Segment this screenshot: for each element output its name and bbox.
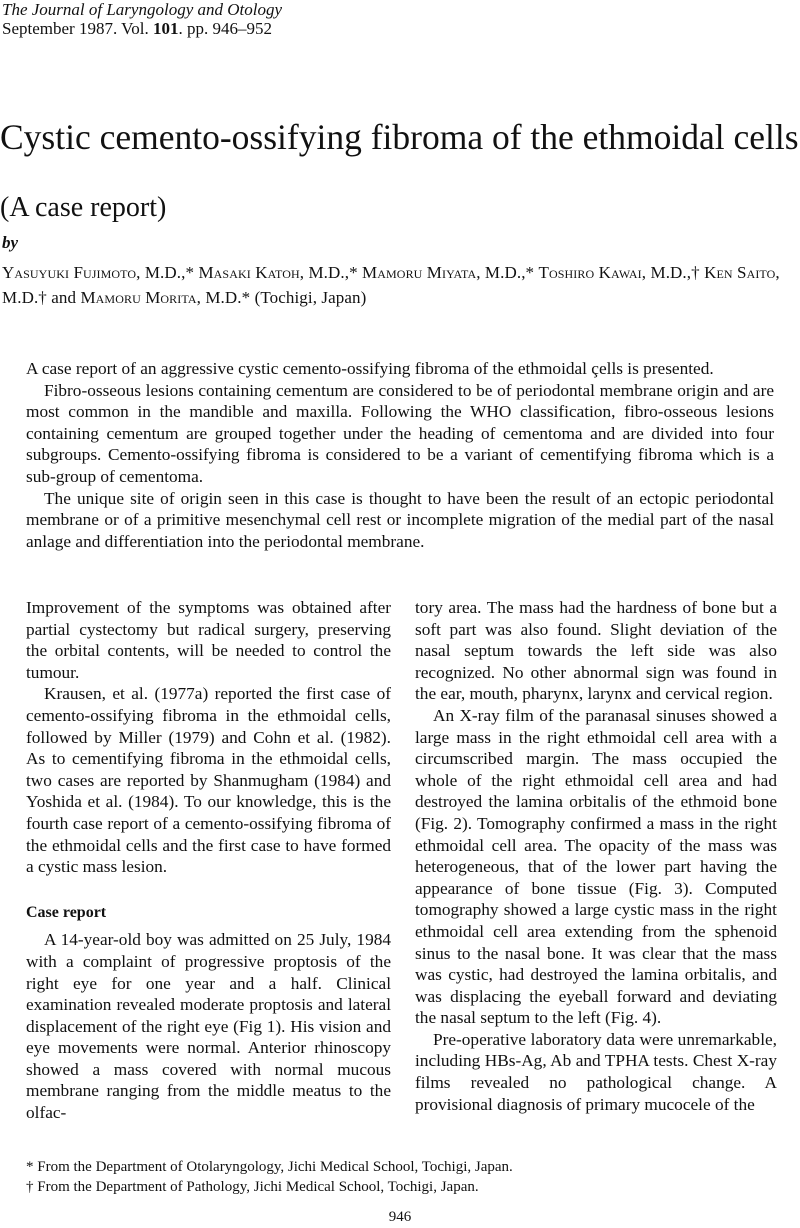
author-credentials: , M.D.,†: [641, 263, 705, 282]
page-number: 946: [388, 1209, 412, 1225]
footnote: † From the Department of Pathology, Jichi Medical School, Tochigi, Japan.: [26, 1179, 479, 1195]
author-first-name: Yasuyuki: [2, 263, 70, 282]
body-paragraph: Krausen, et al. (1977a) reported the first case of cemento-ossifying fibroma in the ethmoidal cells, followed by Miller (1979) and Cohn et al. (1982). As to cementifying fibroma in the ethmoidal cells, two cases are reported by Shanmugham (1984) and Yoshida et al. (1984). To our knowledge, this is the fourth case report of a cemento-ossifying fibroma of the ethmoidal cells and the first case to have formed a cystic mass lesion.: [26, 684, 391, 877]
author-first-name: Masaki: [198, 263, 251, 282]
body-paragraph: An X-ray film of the paranasal sinuses showed a large mass in the right ethmoidal cell area with a circumscribed margin. The mass occupied the whole of the right ethmoidal cell area and had destroyed the lamina orbitalis of the ethmoid bone (Fig. 2). Tomography confirmed a mass in the right ethmoidal cell area. The opacity of the mass was heterogeneous, that of the lower part having the appearance of bone tissue (Fig. 3). Computed tomography showed a large cystic mass in the right ethmoidal cell area extending from the sphenoid sinus to the nasal bone. It was clear that the mass was cystic, had destroyed the lamina orbitalis, and was displacing the eyeball forward and deviating the nasal septum to the left (Fig. 4).: [415, 705, 777, 1028]
author-credentials: , M.D.* (Tochigi, Japan): [196, 288, 367, 307]
author-credentials: , M.D.,*: [136, 263, 199, 282]
author-first-name: Mamoru: [362, 263, 423, 282]
volume-number: 101: [152, 19, 179, 38]
author-credentials: , M.D.† and: [2, 263, 780, 307]
article-title: Cystic cemento-ossifying fibroma of the ethmoidal cells: [0, 117, 799, 157]
author-last-name: Fujimoto: [73, 263, 137, 282]
author-last-name: Kawai: [598, 263, 642, 282]
article-subtitle: (A case report): [0, 192, 167, 223]
abstract: [26, 358, 774, 552]
right-column: [415, 597, 777, 1115]
body-paragraph: tory area. The mass had the hardness of bone but a soft part was also found. Slight deviation of the nasal septum towards the left side was also recognized. No other abnormal sign was found in the ear, mouth, pharynx, larynx and cervical region.: [415, 598, 777, 704]
author-first-name: Ken: [704, 263, 733, 282]
body-paragraph: Pre-operative laboratory data were unremarkable, including HBs-Ag, Ab and TPHA tests. Chest X-ray films revealed no pathological change. A provisional diagnosis of primary mucocele of the: [415, 1029, 777, 1114]
abstract-paragraph: Fibro-osseous lesions containing cementum are considered to be of periodontal membrane origin and are most common in the mandible and maxilla. Following the WHO classification, fibro-osseous lesions containing cementum are grouped together under the heading of cementoma and are divided into four subgroups. Cemento-ossifying fibroma is considered to be a variant of cementifying fibroma which is a sub-group of cementoma.: [26, 380, 774, 486]
abstract-paragraph: A case report of an aggressive cystic cemento-ossifying fibroma of the ethmoidal çells is presented.: [26, 359, 714, 378]
footnote: * From the Department of Otolaryngology, Jichi Medical School, Tochigi, Japan.: [26, 1159, 513, 1175]
author-last-name: Miyata: [426, 263, 477, 282]
journal-name: The Journal of Laryngology and Otology: [2, 0, 283, 19]
issue-prefix: September 1987. Vol.: [2, 19, 153, 38]
page-range: . pp. 946–952: [178, 19, 272, 38]
author-list: [2, 260, 792, 310]
journal-header: [2, 0, 282, 38]
section-heading: Case report: [26, 903, 107, 921]
footnotes: [26, 1157, 513, 1197]
author-credentials: , M.D.,*: [299, 263, 363, 282]
author-credentials: , M.D.,*: [476, 263, 539, 282]
abstract-paragraph: The unique site of origin seen in this case is thought to have been the result of an ectopic periodontal membrane or of a primitive mesenchymal cell rest or incomplete migration of the medial part of the nasal anlage and differentiation into the periodontal membrane.: [26, 488, 774, 551]
by-line: by: [2, 233, 19, 252]
author-last-name: Morita: [145, 288, 197, 307]
left-column: [26, 597, 391, 1124]
author-first-name: Mamoru: [80, 288, 141, 307]
journal-issue: [2, 19, 282, 38]
author-last-name: Katoh: [255, 263, 300, 282]
body-paragraph: A 14-year-old boy was admitted on 25 July, 1984 with a complaint of progressive proptosis of the right eye for one year and a half. Clinical examination revealed moderate proptosis and lateral displacement of the right eye (Fig 1). His vision and eye movements were normal. Anterior rhinoscopy showed a mass covered with normal mucous membrane ranging from the middle meatus to the olfac-: [26, 930, 391, 1123]
author-last-name: Saito: [737, 263, 776, 282]
body-paragraph: Improvement of the symptoms was obtained after partial cystectomy but radical surgery, preserving the orbital contents, will be needed to control the tumour.: [26, 598, 391, 682]
author-first-name: Toshiro: [538, 263, 595, 282]
